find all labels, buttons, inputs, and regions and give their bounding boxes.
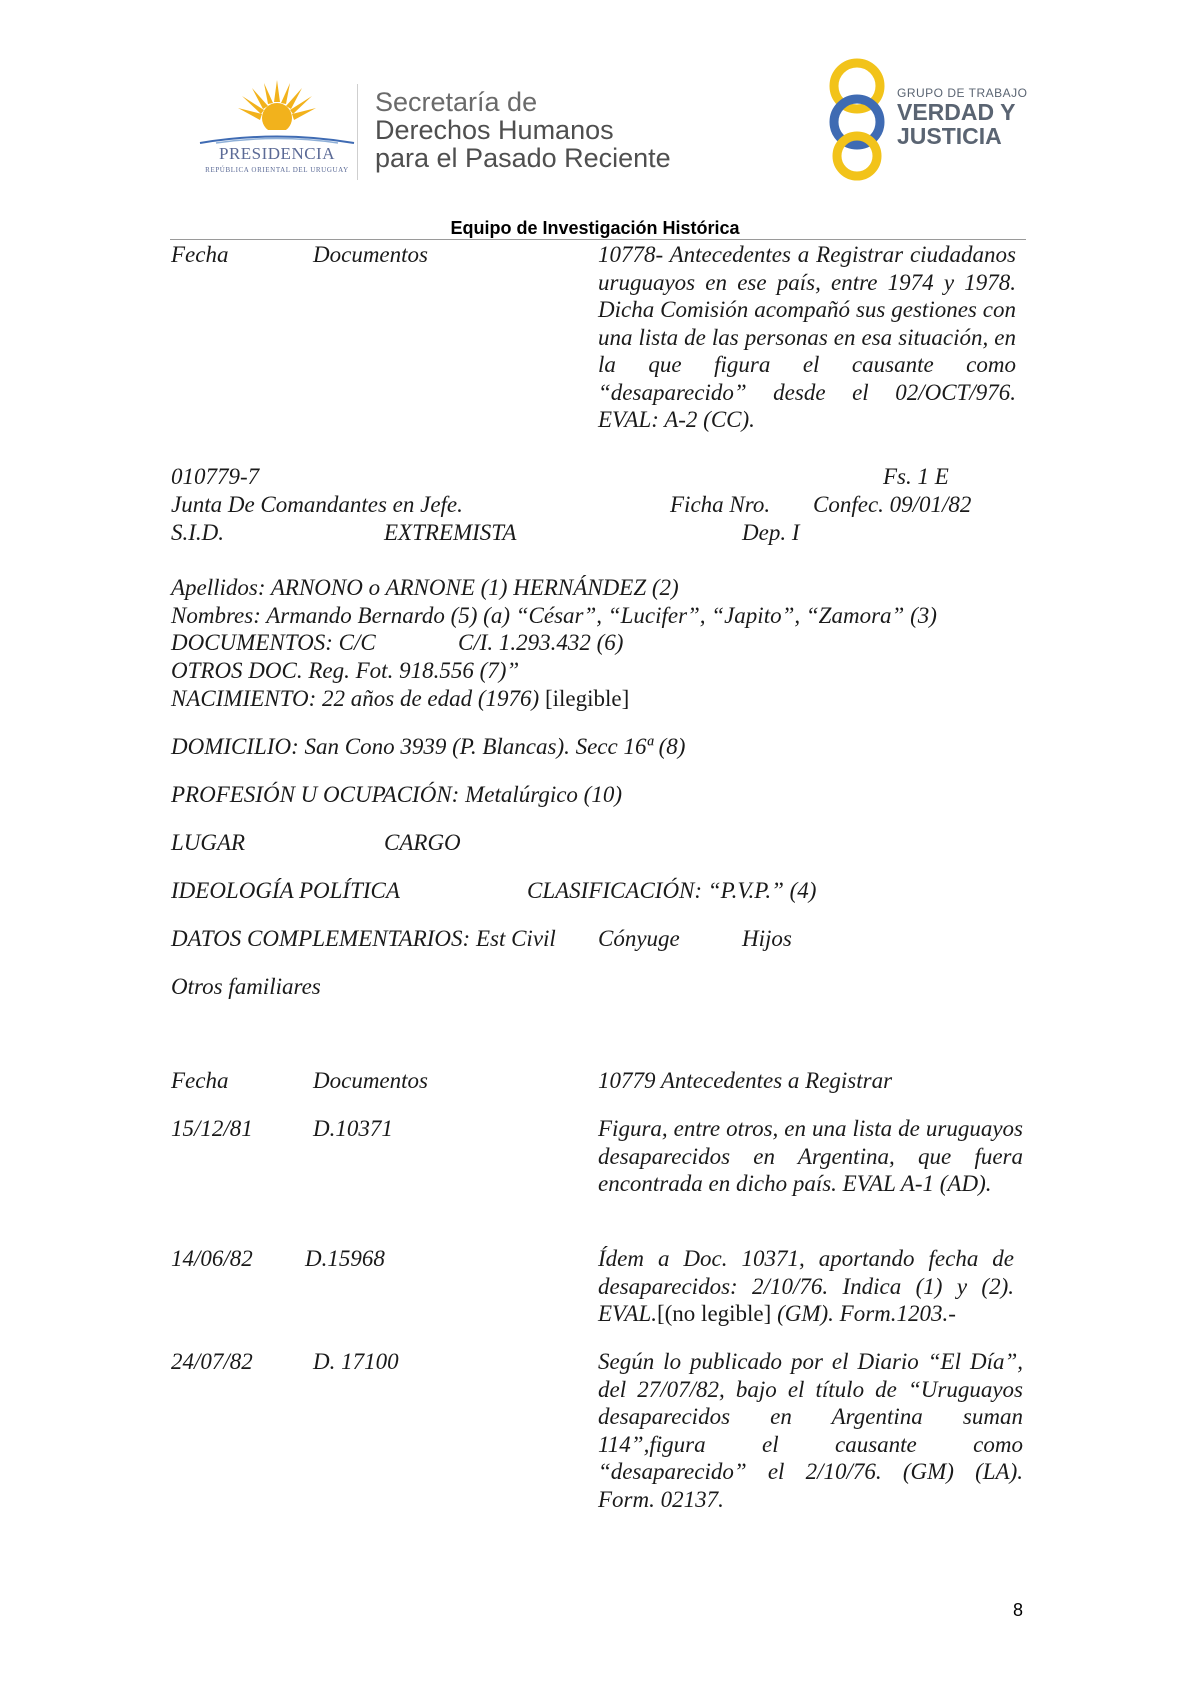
- header-rule: [170, 239, 1026, 240]
- apellidos-line: Apellidos: ARNONO o ARNONE (1) HERNÁNDEZ (2): [171, 575, 679, 600]
- hijos-label: Hijos: [742, 926, 792, 951]
- complementarios-label: DATOS COMPLEMENTARIOS: Est Civil: [171, 926, 556, 951]
- clasificacion-line: CLASIFICACIÓN: “P.V.P.” (4): [527, 878, 817, 903]
- sun-icon: [238, 80, 316, 136]
- col-documentos-header: Documentos: [313, 242, 428, 267]
- row1-doc: D.10371: [313, 1116, 393, 1141]
- row3-fecha: 24/07/82: [171, 1349, 253, 1374]
- row1-fecha: 15/12/81: [171, 1116, 253, 1141]
- gtvj-line1: GRUPO DE TRABAJO: [897, 86, 1028, 100]
- presidencia-label: PRESIDENCIA: [218, 144, 335, 163]
- nacimiento-line: [171, 685, 629, 713]
- cargo-label: CARGO: [384, 830, 461, 855]
- horizon-arc: [196, 132, 358, 144]
- ficha-confec: Confec. 09/01/82: [813, 492, 972, 517]
- row2-text: [598, 1245, 1014, 1328]
- gtvj-title: [897, 86, 1027, 148]
- presidencia-sublabel: REPÚBLICA ORIENTAL DEL URUGUAY: [205, 166, 349, 174]
- ficha-dep: Dep. I: [742, 520, 800, 545]
- presidencia-logo: [196, 80, 358, 178]
- lugar-label: LUGAR: [171, 830, 246, 855]
- ficha-extremista: EXTREMISTA: [384, 520, 517, 545]
- gtvj-line3: JUSTICIA: [897, 123, 1002, 149]
- ficha-nro: Ficha Nro.: [670, 492, 771, 517]
- ideologia-label: IDEOLOGÍA POLÍTICA: [171, 878, 400, 903]
- otros-familiares-label: Otros familiares: [171, 974, 321, 999]
- ficha-number: 010779-7: [171, 464, 260, 489]
- nombres-line: Nombres: Armando Bernardo (5) (a) “César”, “Lucifer”, “Japito”, “Zamora” (3): [171, 603, 937, 628]
- secretaria-line3: para el Pasado Reciente: [375, 143, 671, 173]
- top-antecedent-text: 10778- Antecedentes a Registrar ciudadanos uruguayos en ese país, entre 1974 y 1978. Dicha Comisión acompañó sus gestiones con una lista de las personas en esa situación, en la que figura el causante como “desaparecido” desde el 02/OCT/976. EVAL: A-2 (CC).: [598, 242, 1016, 432]
- row2-text-b: (GM). Form.1203.-: [771, 1301, 956, 1326]
- otros-doc-line: OTROS DOC. Reg. Fot. 918.556 (7)”: [171, 658, 520, 683]
- gtvj-line2: VERDAD Y: [897, 99, 1016, 125]
- ant-col-documentos: Documentos: [313, 1068, 428, 1093]
- row2-fecha: 14/06/82: [171, 1246, 253, 1271]
- row2-note: [(no legible]: [656, 1301, 772, 1326]
- domicilio-line: DOMICILIO: San Cono 3939 (P. Blancas). Secc 16ª (8): [171, 734, 686, 759]
- row1-text: Figura, entre otros, en una lista de uruguayos desaparecidos en Argentina, que fuera encontrada en dicho país. EVAL A-1 (AD).: [598, 1116, 1023, 1196]
- nacimiento-note: [ilegible]: [544, 686, 630, 711]
- ant-col-fecha: Fecha: [171, 1068, 229, 1093]
- documentos-label: DOCUMENTOS: C/C: [171, 630, 376, 655]
- col-fecha-header: Fecha: [171, 242, 229, 267]
- ficha-junta: Junta De Comandantes en Jefe.: [171, 492, 463, 517]
- page-number: 8: [1013, 1600, 1024, 1620]
- secretaria-line1: Secretaría de: [375, 87, 538, 117]
- secretaria-line2: Derechos Humanos: [375, 115, 614, 145]
- secretaria-title: [375, 88, 671, 172]
- ant-col-antecedentes: 10779 Antecedentes a Registrar: [598, 1068, 893, 1093]
- row3-doc: D. 17100: [313, 1349, 399, 1374]
- ficha-fs: Fs. 1 E: [883, 464, 949, 489]
- documentos-ci: C/I. 1.293.432 (6): [458, 630, 624, 655]
- team-heading: Equipo de Investigación Histórica: [450, 218, 740, 238]
- header-divider: [357, 84, 358, 180]
- ficha-sid: S.I.D.: [171, 520, 225, 545]
- row2-text-a: Ídem a Doc. 10371, aportando fecha de desaparecidos: 2/10/76. Indica (1) y (2). EVAL.: [598, 1246, 1014, 1326]
- row2-doc: D.15968: [305, 1246, 385, 1271]
- conyuge-label: Cónyuge: [598, 926, 680, 951]
- nacimiento-text: NACIMIENTO: 22 años de edad (1976): [171, 686, 545, 711]
- profesion-line: PROFESIÓN U OCUPACIÓN: Metalúrgico (10): [171, 782, 622, 807]
- row3-text: Según lo publicado por el Diario “El Día”, del 27/07/82, bajo el título de “Uruguayos desaparecidos en Argentina suman 114”,figura el causante como “desaparecido” el 2/10/76. (GM) (LA). Form. 02137.: [598, 1349, 1023, 1512]
